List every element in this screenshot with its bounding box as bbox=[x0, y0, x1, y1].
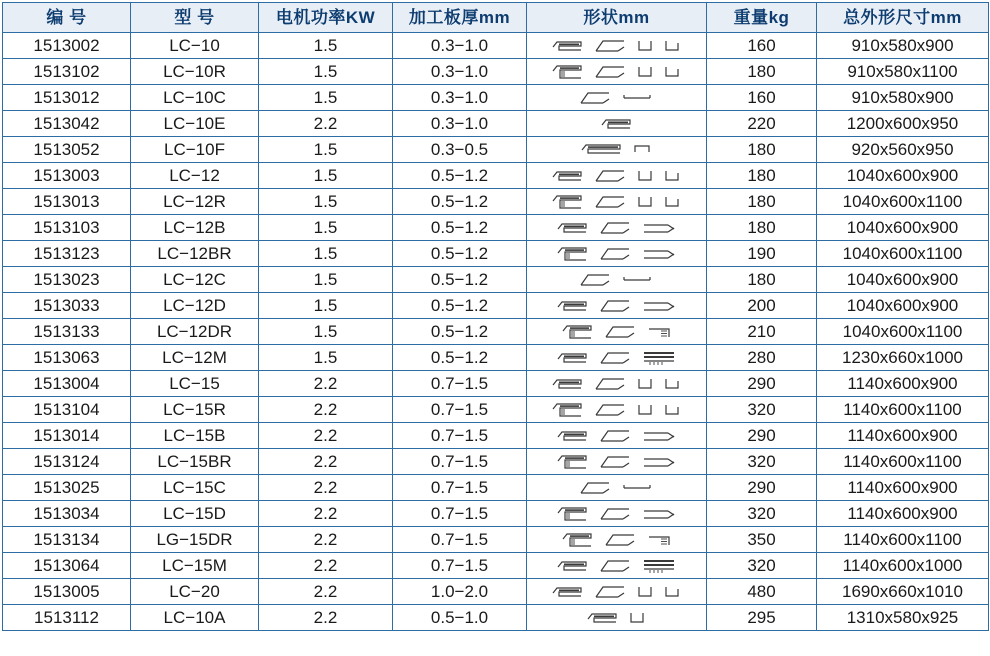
shape-diagram-group bbox=[527, 59, 706, 84]
table-row bbox=[3, 579, 989, 605]
cell-model: LC−20 bbox=[131, 579, 259, 605]
hook-up-icon bbox=[637, 167, 655, 185]
arrow-fold-icon bbox=[599, 297, 633, 315]
hook-right-icon bbox=[664, 167, 682, 185]
table-row bbox=[3, 137, 989, 163]
cell-power: 2.2 bbox=[259, 449, 393, 475]
shape-diagram-group bbox=[527, 553, 706, 578]
table-row bbox=[3, 293, 989, 319]
cell-shape bbox=[527, 59, 707, 85]
cell-thickness: 0.5−1.0 bbox=[393, 605, 527, 631]
cell-shape bbox=[527, 189, 707, 215]
table-header-row bbox=[3, 3, 989, 33]
cell-shape bbox=[527, 397, 707, 423]
flange-step-icon bbox=[551, 37, 585, 55]
cell-dimensions: 1140x600x1000 bbox=[817, 553, 989, 579]
hatch-small-icon bbox=[647, 531, 673, 549]
cell-power: 1.5 bbox=[259, 345, 393, 371]
cell-shape bbox=[527, 371, 707, 397]
cell-code: 1513063 bbox=[3, 345, 131, 371]
table-row bbox=[3, 215, 989, 241]
cell-model: LC−15R bbox=[131, 397, 259, 423]
cell-thickness: 0.7−1.5 bbox=[393, 397, 527, 423]
double-arrow-icon bbox=[642, 297, 678, 315]
cell-shape bbox=[527, 345, 707, 371]
cell-weight: 480 bbox=[707, 579, 817, 605]
cell-dimensions: 910x580x900 bbox=[817, 85, 989, 111]
cell-code: 1513023 bbox=[3, 267, 131, 293]
cell-weight: 190 bbox=[707, 241, 817, 267]
flange-hatch-icon bbox=[556, 505, 590, 523]
cell-thickness: 0.5−1.2 bbox=[393, 241, 527, 267]
cell-shape bbox=[527, 215, 707, 241]
cell-shape bbox=[527, 241, 707, 267]
arrow-fold-icon bbox=[579, 271, 613, 289]
cell-dimensions: 1690x660x1010 bbox=[817, 579, 989, 605]
cell-thickness: 0.7−1.5 bbox=[393, 449, 527, 475]
cell-model: LC−12R bbox=[131, 189, 259, 215]
shape-diagram-group bbox=[527, 111, 706, 136]
stack-bars-icon bbox=[642, 349, 678, 367]
column-header-weight: 重量kg bbox=[707, 3, 817, 33]
cell-code: 1513033 bbox=[3, 293, 131, 319]
shape-diagram-group bbox=[527, 397, 706, 422]
cell-model: LC−10E bbox=[131, 111, 259, 137]
cell-code: 1513104 bbox=[3, 397, 131, 423]
cell-code: 1513124 bbox=[3, 449, 131, 475]
flange-step-icon bbox=[556, 427, 590, 445]
column-header-thickness: 加工板厚mm bbox=[393, 3, 527, 33]
table-row bbox=[3, 475, 989, 501]
double-arrow-icon bbox=[642, 453, 678, 471]
table-row bbox=[3, 501, 989, 527]
hook-right-icon bbox=[664, 193, 682, 211]
flat-line-icon bbox=[622, 271, 654, 289]
table-row bbox=[3, 163, 989, 189]
cell-power: 1.5 bbox=[259, 137, 393, 163]
cell-power: 2.2 bbox=[259, 501, 393, 527]
flange-step-icon bbox=[551, 167, 585, 185]
table-row bbox=[3, 449, 989, 475]
table-row bbox=[3, 423, 989, 449]
hook-up-icon bbox=[637, 583, 655, 601]
cell-power: 1.5 bbox=[259, 33, 393, 59]
shape-diagram-group bbox=[527, 215, 706, 240]
column-header-shape: 形状mm bbox=[527, 3, 707, 33]
flange-step-icon bbox=[556, 349, 590, 367]
table-body bbox=[3, 33, 989, 631]
arrow-fold-icon bbox=[599, 453, 633, 471]
cell-shape bbox=[527, 553, 707, 579]
cell-power: 1.5 bbox=[259, 293, 393, 319]
cell-model: LC−10 bbox=[131, 33, 259, 59]
cell-weight: 350 bbox=[707, 527, 817, 553]
cell-model: LC−12 bbox=[131, 163, 259, 189]
cell-power: 2.2 bbox=[259, 397, 393, 423]
hook-right-icon bbox=[664, 63, 682, 81]
cell-shape bbox=[527, 293, 707, 319]
arrow-fold-icon bbox=[594, 401, 628, 419]
arrow-fold-icon bbox=[604, 531, 638, 549]
cell-dimensions: 1140x600x1100 bbox=[817, 397, 989, 423]
cell-shape bbox=[527, 527, 707, 553]
arrow-fold-icon bbox=[604, 323, 638, 341]
shape-diagram-group bbox=[527, 241, 706, 266]
flange-step-icon bbox=[551, 375, 585, 393]
shape-diagram-group bbox=[527, 579, 706, 604]
cell-power: 1.5 bbox=[259, 85, 393, 111]
cell-shape bbox=[527, 267, 707, 293]
cell-model: LC−10F bbox=[131, 137, 259, 163]
cell-dimensions: 1140x600x1100 bbox=[817, 449, 989, 475]
shape-diagram-group bbox=[527, 449, 706, 474]
flange-step-icon bbox=[556, 219, 590, 237]
cell-code: 1513134 bbox=[3, 527, 131, 553]
cell-thickness: 0.5−1.2 bbox=[393, 189, 527, 215]
arrow-fold-icon bbox=[579, 89, 613, 107]
cell-shape bbox=[527, 163, 707, 189]
cell-code: 1513004 bbox=[3, 371, 131, 397]
flange-step-icon bbox=[556, 297, 590, 315]
cell-power: 1.5 bbox=[259, 189, 393, 215]
cell-code: 1513014 bbox=[3, 423, 131, 449]
cell-model: LC−12D bbox=[131, 293, 259, 319]
cell-code: 1513034 bbox=[3, 501, 131, 527]
flange-hatch-icon bbox=[551, 63, 585, 81]
cell-dimensions: 1040x600x1100 bbox=[817, 241, 989, 267]
cell-shape bbox=[527, 501, 707, 527]
cell-weight: 290 bbox=[707, 475, 817, 501]
cell-power: 2.2 bbox=[259, 371, 393, 397]
table-row bbox=[3, 241, 989, 267]
hook-up-icon bbox=[637, 401, 655, 419]
cell-code: 1513133 bbox=[3, 319, 131, 345]
hook-right-icon bbox=[664, 583, 682, 601]
arrow-fold-icon bbox=[579, 479, 613, 497]
cell-power: 2.2 bbox=[259, 605, 393, 631]
shape-diagram-group bbox=[527, 267, 706, 292]
cell-dimensions: 1140x600x900 bbox=[817, 501, 989, 527]
cell-dimensions: 1140x600x1100 bbox=[817, 527, 989, 553]
double-arrow-icon bbox=[642, 245, 678, 263]
shape-diagram-group bbox=[527, 319, 706, 344]
cell-power: 2.2 bbox=[259, 111, 393, 137]
flange-step-icon bbox=[586, 609, 620, 627]
cell-model: LC−10A bbox=[131, 605, 259, 631]
cell-dimensions: 1040x600x1100 bbox=[817, 319, 989, 345]
column-header-power: 电机功率KW bbox=[259, 3, 393, 33]
arrow-fold-icon bbox=[599, 245, 633, 263]
shape-diagram-group bbox=[527, 527, 706, 552]
flange-hatch-icon bbox=[551, 401, 585, 419]
cell-weight: 290 bbox=[707, 423, 817, 449]
shape-diagram-group bbox=[527, 189, 706, 214]
column-header-dimensions: 总外形尺寸mm bbox=[817, 3, 989, 33]
flat-line-icon bbox=[622, 479, 654, 497]
cell-thickness: 0.5−1.2 bbox=[393, 293, 527, 319]
cell-thickness: 0.3−1.0 bbox=[393, 59, 527, 85]
cell-code: 1513102 bbox=[3, 59, 131, 85]
table-row bbox=[3, 345, 989, 371]
cell-weight: 180 bbox=[707, 163, 817, 189]
cell-dimensions: 1040x600x900 bbox=[817, 267, 989, 293]
cell-weight: 210 bbox=[707, 319, 817, 345]
cell-weight: 160 bbox=[707, 85, 817, 111]
flange-hatch-icon bbox=[556, 453, 590, 471]
cell-dimensions: 1140x600x900 bbox=[817, 475, 989, 501]
cell-weight: 320 bbox=[707, 553, 817, 579]
cell-model: LC−15B bbox=[131, 423, 259, 449]
shape-diagram-group bbox=[527, 475, 706, 500]
cell-weight: 180 bbox=[707, 189, 817, 215]
cell-thickness: 0.7−1.5 bbox=[393, 501, 527, 527]
cell-model: LC−15D bbox=[131, 501, 259, 527]
cell-model: LC−15 bbox=[131, 371, 259, 397]
cell-thickness: 0.5−1.2 bbox=[393, 215, 527, 241]
cell-thickness: 0.5−1.2 bbox=[393, 319, 527, 345]
cell-power: 1.5 bbox=[259, 241, 393, 267]
stack-bars-icon bbox=[642, 557, 678, 575]
cell-dimensions: 1040x600x900 bbox=[817, 215, 989, 241]
cell-code: 1513103 bbox=[3, 215, 131, 241]
cell-dimensions: 1140x600x900 bbox=[817, 423, 989, 449]
flat-line-icon bbox=[622, 89, 654, 107]
small-hook-icon bbox=[633, 141, 653, 159]
cell-model: LC−15M bbox=[131, 553, 259, 579]
cell-thickness: 0.7−1.5 bbox=[393, 371, 527, 397]
shape-diagram-group bbox=[527, 293, 706, 318]
flange-hatch-icon bbox=[551, 193, 585, 211]
specifications-table bbox=[2, 2, 989, 631]
table-row bbox=[3, 85, 989, 111]
cell-weight: 180 bbox=[707, 267, 817, 293]
double-arrow-icon bbox=[642, 505, 678, 523]
cell-power: 2.2 bbox=[259, 527, 393, 553]
cell-weight: 320 bbox=[707, 501, 817, 527]
table-row bbox=[3, 605, 989, 631]
hook-right-icon bbox=[664, 375, 682, 393]
cell-dimensions: 1040x600x900 bbox=[817, 293, 989, 319]
cell-thickness: 0.5−1.2 bbox=[393, 345, 527, 371]
cell-thickness: 0.7−1.5 bbox=[393, 527, 527, 553]
cell-thickness: 0.5−1.2 bbox=[393, 163, 527, 189]
cell-power: 2.2 bbox=[259, 423, 393, 449]
arrow-fold-icon bbox=[594, 63, 628, 81]
table-row bbox=[3, 33, 989, 59]
double-arrow-icon bbox=[642, 219, 678, 237]
cell-power: 2.2 bbox=[259, 553, 393, 579]
cell-model: LC−12M bbox=[131, 345, 259, 371]
cell-model: LC−12DR bbox=[131, 319, 259, 345]
shape-diagram-group bbox=[527, 85, 706, 110]
hatch-small-icon bbox=[647, 323, 673, 341]
cell-weight: 295 bbox=[707, 605, 817, 631]
cell-model: LC−15C bbox=[131, 475, 259, 501]
cell-code: 1513042 bbox=[3, 111, 131, 137]
cell-shape bbox=[527, 137, 707, 163]
cell-code: 1513112 bbox=[3, 605, 131, 631]
cell-dimensions: 1230x660x1000 bbox=[817, 345, 989, 371]
arrow-fold-icon bbox=[594, 583, 628, 601]
cell-thickness: 1.0−2.0 bbox=[393, 579, 527, 605]
cell-model: LC−15BR bbox=[131, 449, 259, 475]
cell-model: LC−10R bbox=[131, 59, 259, 85]
cell-model: LC−12BR bbox=[131, 241, 259, 267]
hook-up-icon bbox=[637, 375, 655, 393]
cell-weight: 320 bbox=[707, 449, 817, 475]
cell-code: 1513052 bbox=[3, 137, 131, 163]
cell-shape bbox=[527, 111, 707, 137]
cell-weight: 180 bbox=[707, 215, 817, 241]
cell-code: 1513003 bbox=[3, 163, 131, 189]
cell-power: 1.5 bbox=[259, 59, 393, 85]
cell-shape bbox=[527, 319, 707, 345]
shape-diagram-group bbox=[527, 33, 706, 58]
flange-long-icon bbox=[580, 141, 624, 159]
cell-power: 1.5 bbox=[259, 319, 393, 345]
cell-code: 1513013 bbox=[3, 189, 131, 215]
hook-up-icon bbox=[637, 193, 655, 211]
table-row bbox=[3, 319, 989, 345]
cell-weight: 280 bbox=[707, 345, 817, 371]
table-row bbox=[3, 527, 989, 553]
cell-dimensions: 1200x600x950 bbox=[817, 111, 989, 137]
hook-up-icon bbox=[637, 37, 655, 55]
cell-weight: 160 bbox=[707, 33, 817, 59]
cell-dimensions: 1040x600x1100 bbox=[817, 189, 989, 215]
cell-shape bbox=[527, 423, 707, 449]
cell-shape bbox=[527, 85, 707, 111]
arrow-fold-icon bbox=[599, 427, 633, 445]
shape-diagram-group bbox=[527, 605, 706, 630]
flange-hatch-icon bbox=[561, 531, 595, 549]
cell-thickness: 0.7−1.5 bbox=[393, 423, 527, 449]
cell-power: 1.5 bbox=[259, 163, 393, 189]
cell-thickness: 0.3−1.0 bbox=[393, 33, 527, 59]
table-row bbox=[3, 553, 989, 579]
cell-power: 2.2 bbox=[259, 475, 393, 501]
table-row bbox=[3, 371, 989, 397]
shape-diagram-group bbox=[527, 345, 706, 370]
table-row bbox=[3, 397, 989, 423]
cell-dimensions: 1140x600x900 bbox=[817, 371, 989, 397]
table-row bbox=[3, 111, 989, 137]
hook-right-icon bbox=[664, 401, 682, 419]
arrow-fold-icon bbox=[599, 557, 633, 575]
shape-diagram-group bbox=[527, 423, 706, 448]
cell-thickness: 0.7−1.5 bbox=[393, 553, 527, 579]
cell-model: LC−10C bbox=[131, 85, 259, 111]
table-row bbox=[3, 59, 989, 85]
cell-thickness: 0.7−1.5 bbox=[393, 475, 527, 501]
cell-weight: 220 bbox=[707, 111, 817, 137]
cell-shape bbox=[527, 579, 707, 605]
shape-diagram-group bbox=[527, 371, 706, 396]
cell-shape bbox=[527, 605, 707, 631]
flange-hatch-icon bbox=[556, 245, 590, 263]
cell-thickness: 0.3−1.0 bbox=[393, 111, 527, 137]
cell-code: 1513123 bbox=[3, 241, 131, 267]
cell-weight: 320 bbox=[707, 397, 817, 423]
hook-right-icon bbox=[664, 37, 682, 55]
flange-hatch-icon bbox=[561, 323, 595, 341]
cell-dimensions: 1310x580x925 bbox=[817, 605, 989, 631]
cell-thickness: 0.3−0.5 bbox=[393, 137, 527, 163]
cell-model: LG−15DR bbox=[131, 527, 259, 553]
cell-weight: 180 bbox=[707, 137, 817, 163]
cell-code: 1513012 bbox=[3, 85, 131, 111]
arrow-fold-icon bbox=[594, 375, 628, 393]
column-header-model: 型 号 bbox=[131, 3, 259, 33]
cell-shape bbox=[527, 475, 707, 501]
cell-weight: 200 bbox=[707, 293, 817, 319]
shape-diagram-group bbox=[527, 501, 706, 526]
arrow-fold-icon bbox=[599, 219, 633, 237]
cell-model: LC−12B bbox=[131, 215, 259, 241]
cell-power: 1.5 bbox=[259, 267, 393, 293]
arrow-fold-icon bbox=[594, 167, 628, 185]
cell-thickness: 0.5−1.2 bbox=[393, 267, 527, 293]
table-row bbox=[3, 267, 989, 293]
arrow-fold-icon bbox=[599, 349, 633, 367]
cell-dimensions: 1040x600x900 bbox=[817, 163, 989, 189]
flange-step-icon bbox=[600, 115, 634, 133]
flange-step-icon bbox=[551, 583, 585, 601]
cell-shape bbox=[527, 449, 707, 475]
double-arrow-icon bbox=[642, 427, 678, 445]
cell-code: 1513025 bbox=[3, 475, 131, 501]
cell-power: 2.2 bbox=[259, 579, 393, 605]
arrow-fold-icon bbox=[599, 505, 633, 523]
flange-step-icon bbox=[556, 557, 590, 575]
table-row bbox=[3, 189, 989, 215]
cell-power: 1.5 bbox=[259, 215, 393, 241]
cell-thickness: 0.3−1.0 bbox=[393, 85, 527, 111]
cell-weight: 180 bbox=[707, 59, 817, 85]
cell-shape bbox=[527, 33, 707, 59]
shape-diagram-group bbox=[527, 163, 706, 188]
cell-dimensions: 910x580x900 bbox=[817, 33, 989, 59]
cell-weight: 290 bbox=[707, 371, 817, 397]
cell-dimensions: 920x560x950 bbox=[817, 137, 989, 163]
shape-diagram-group bbox=[527, 137, 706, 162]
hook-up-icon bbox=[637, 63, 655, 81]
cell-model: LC−12C bbox=[131, 267, 259, 293]
column-header-code: 编 号 bbox=[3, 3, 131, 33]
arrow-fold-icon bbox=[594, 37, 628, 55]
cell-code: 1513064 bbox=[3, 553, 131, 579]
cell-code: 1513005 bbox=[3, 579, 131, 605]
cell-code: 1513002 bbox=[3, 33, 131, 59]
cell-dimensions: 910x580x1100 bbox=[817, 59, 989, 85]
hook-up-icon bbox=[629, 609, 647, 627]
arrow-fold-icon bbox=[594, 193, 628, 211]
